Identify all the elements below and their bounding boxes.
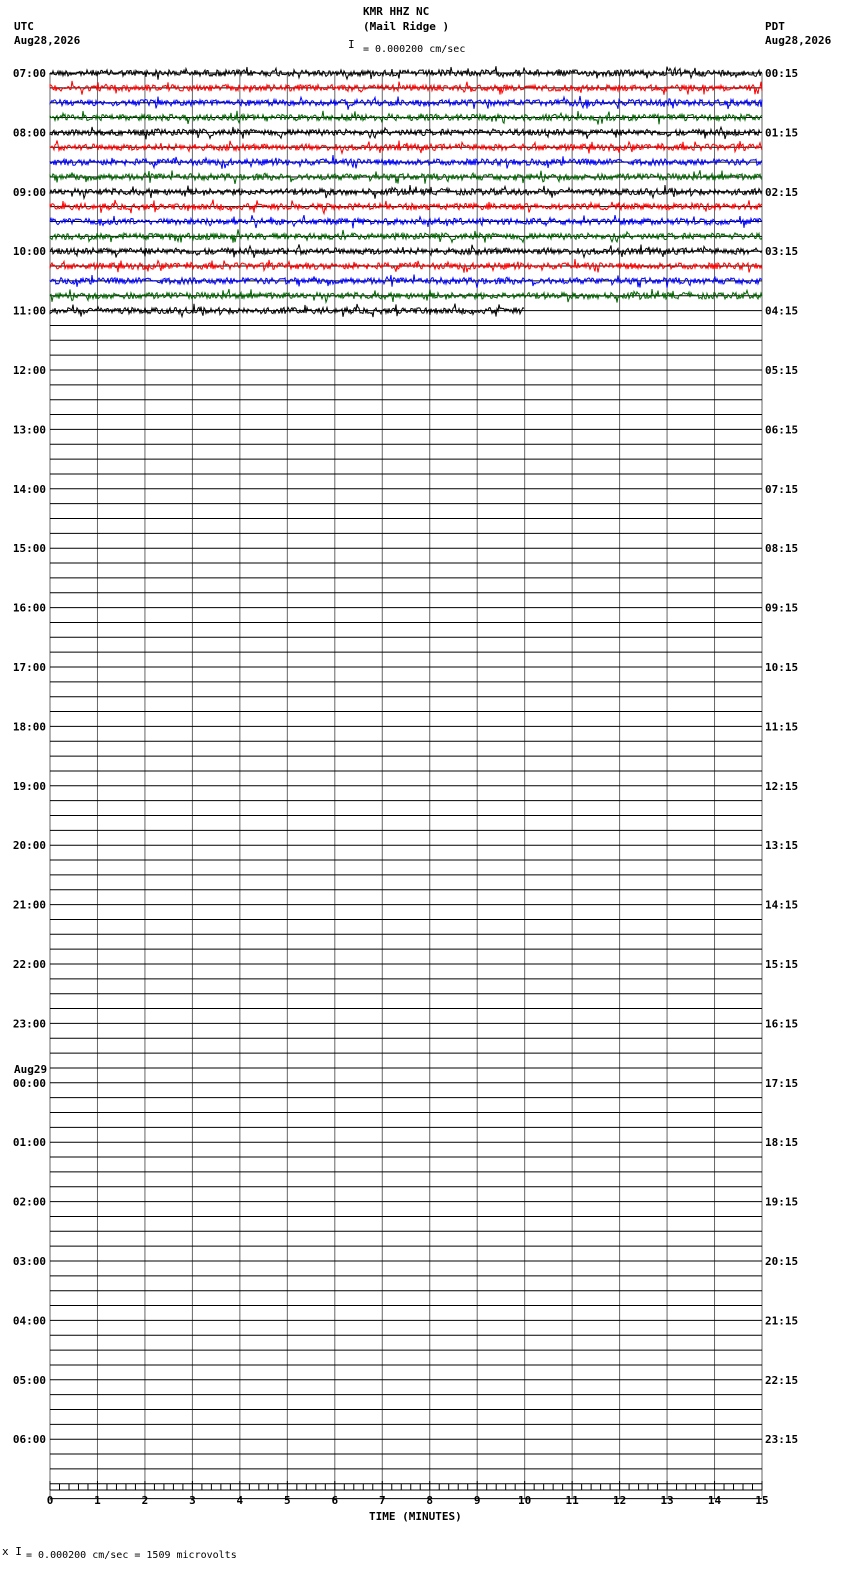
utc-hour-label: 10:00	[12, 245, 46, 259]
utc-hour-label: 21:00	[12, 898, 46, 912]
pdt-hour-label: 05:15	[765, 364, 799, 377]
x-tick-label: 14	[707, 1494, 722, 1507]
pdt-hour-label: 09:15	[765, 601, 799, 615]
x-tick-label: 4	[236, 1494, 244, 1507]
utc-hour-label: 20:00	[12, 839, 46, 853]
scale-label: = 0.000200 cm/sec	[363, 44, 466, 55]
left-timezone: UTC	[14, 20, 34, 33]
utc-hour-label: 05:00	[12, 1373, 46, 1387]
x-tick-label: 3	[189, 1494, 196, 1507]
x-tick-label: 9	[473, 1494, 481, 1507]
x-tick-label: 11	[565, 1494, 579, 1507]
utc-hour-label: 00:00	[12, 1076, 46, 1090]
pdt-hour-label: 08:15	[765, 542, 799, 556]
x-tick-label: 12	[612, 1494, 627, 1507]
x-axis-title: TIME (MINUTES)	[369, 1510, 462, 1523]
pdt-hour-label: 21:15	[765, 1314, 799, 1328]
pdt-hour-label: 23:15	[765, 1433, 799, 1447]
scale-bar-icon: I	[348, 38, 355, 51]
pdt-hour-label: 04:15	[765, 304, 799, 318]
utc-hour-label: 14:00	[12, 482, 46, 496]
pdt-hour-label: 01:15	[765, 126, 799, 140]
utc-hour-label: 04:00	[12, 1314, 46, 1328]
location-subtitle: (Mail Ridge )	[363, 20, 450, 33]
footer-scale-icon: x I	[2, 1545, 22, 1558]
pdt-hour-label: 03:15	[765, 245, 799, 259]
right-date: Aug28,2026	[765, 34, 832, 47]
pdt-hour-label: 20:15	[765, 1255, 799, 1268]
x-tick-label: 8	[426, 1494, 434, 1507]
pdt-hour-label: 12:15	[765, 779, 799, 793]
utc-hour-label: 08:00	[12, 126, 46, 140]
pdt-hour-label: 19:15	[765, 1195, 799, 1209]
utc-hour-label: 02:00	[12, 1195, 46, 1209]
x-tick-label: 1	[94, 1494, 101, 1507]
pdt-hour-label: 18:15	[765, 1136, 799, 1150]
pdt-hour-label: 15:15	[765, 958, 799, 971]
seismic-trace	[50, 185, 762, 199]
x-tick-label: 7	[378, 1494, 386, 1507]
utc-hour-label: 18:00	[12, 720, 46, 734]
x-tick-label: 10	[518, 1494, 532, 1507]
pdt-hour-label: 10:15	[765, 661, 799, 674]
x-tick-label: 5	[284, 1494, 291, 1507]
utc-hour-label: 16:00	[12, 601, 46, 615]
utc-hour-label: 15:00	[12, 542, 46, 556]
pdt-hour-label: 14:15	[765, 898, 799, 912]
utc-hour-label: 07:00	[12, 67, 46, 80]
utc-hour-label: 22:00	[12, 958, 46, 971]
right-timezone: PDT	[765, 20, 785, 33]
utc-hour-label: 19:00	[12, 779, 46, 793]
utc-hour-label: 09:00	[12, 185, 46, 199]
pdt-hour-label: 11:15	[765, 720, 799, 734]
pdt-hour-label: 13:15	[765, 839, 799, 853]
pdt-hour-label: 00:15	[765, 67, 799, 80]
pdt-hour-label: 06:15	[765, 423, 799, 437]
pdt-hour-label: 02:15	[765, 185, 799, 199]
utc-hour-label: 23:00	[12, 1017, 46, 1031]
utc-hour-label: 17:00	[12, 661, 46, 674]
utc-hour-label: 01:00	[12, 1136, 46, 1150]
pdt-hour-label: 17:15	[765, 1076, 799, 1090]
x-tick-label: 15	[755, 1494, 769, 1507]
x-tick-label: 13	[660, 1494, 674, 1507]
utc-hour-label: 06:00	[12, 1433, 46, 1447]
station-title: KMR HHZ NC	[363, 5, 430, 18]
pdt-hour-label: 07:15	[765, 482, 799, 496]
x-tick-label: 6	[331, 1494, 339, 1507]
left-date: Aug28,2026	[14, 34, 81, 47]
utc-hour-label: 03:00	[12, 1255, 46, 1268]
utc-hour-label: 13:00	[12, 423, 46, 437]
date-change-label: Aug29	[14, 1062, 48, 1076]
utc-hour-label: 12:00	[12, 364, 46, 377]
x-tick-label: 2	[141, 1494, 149, 1507]
pdt-hour-label: 16:15	[765, 1017, 799, 1031]
footer-scale-label: = 0.000200 cm/sec = 1509 microvolts	[26, 1550, 237, 1561]
utc-hour-label: 11:00	[12, 304, 46, 318]
pdt-hour-label: 22:15	[765, 1373, 799, 1387]
seismic-trace	[50, 127, 762, 139]
x-tick-label: 0	[46, 1494, 54, 1507]
